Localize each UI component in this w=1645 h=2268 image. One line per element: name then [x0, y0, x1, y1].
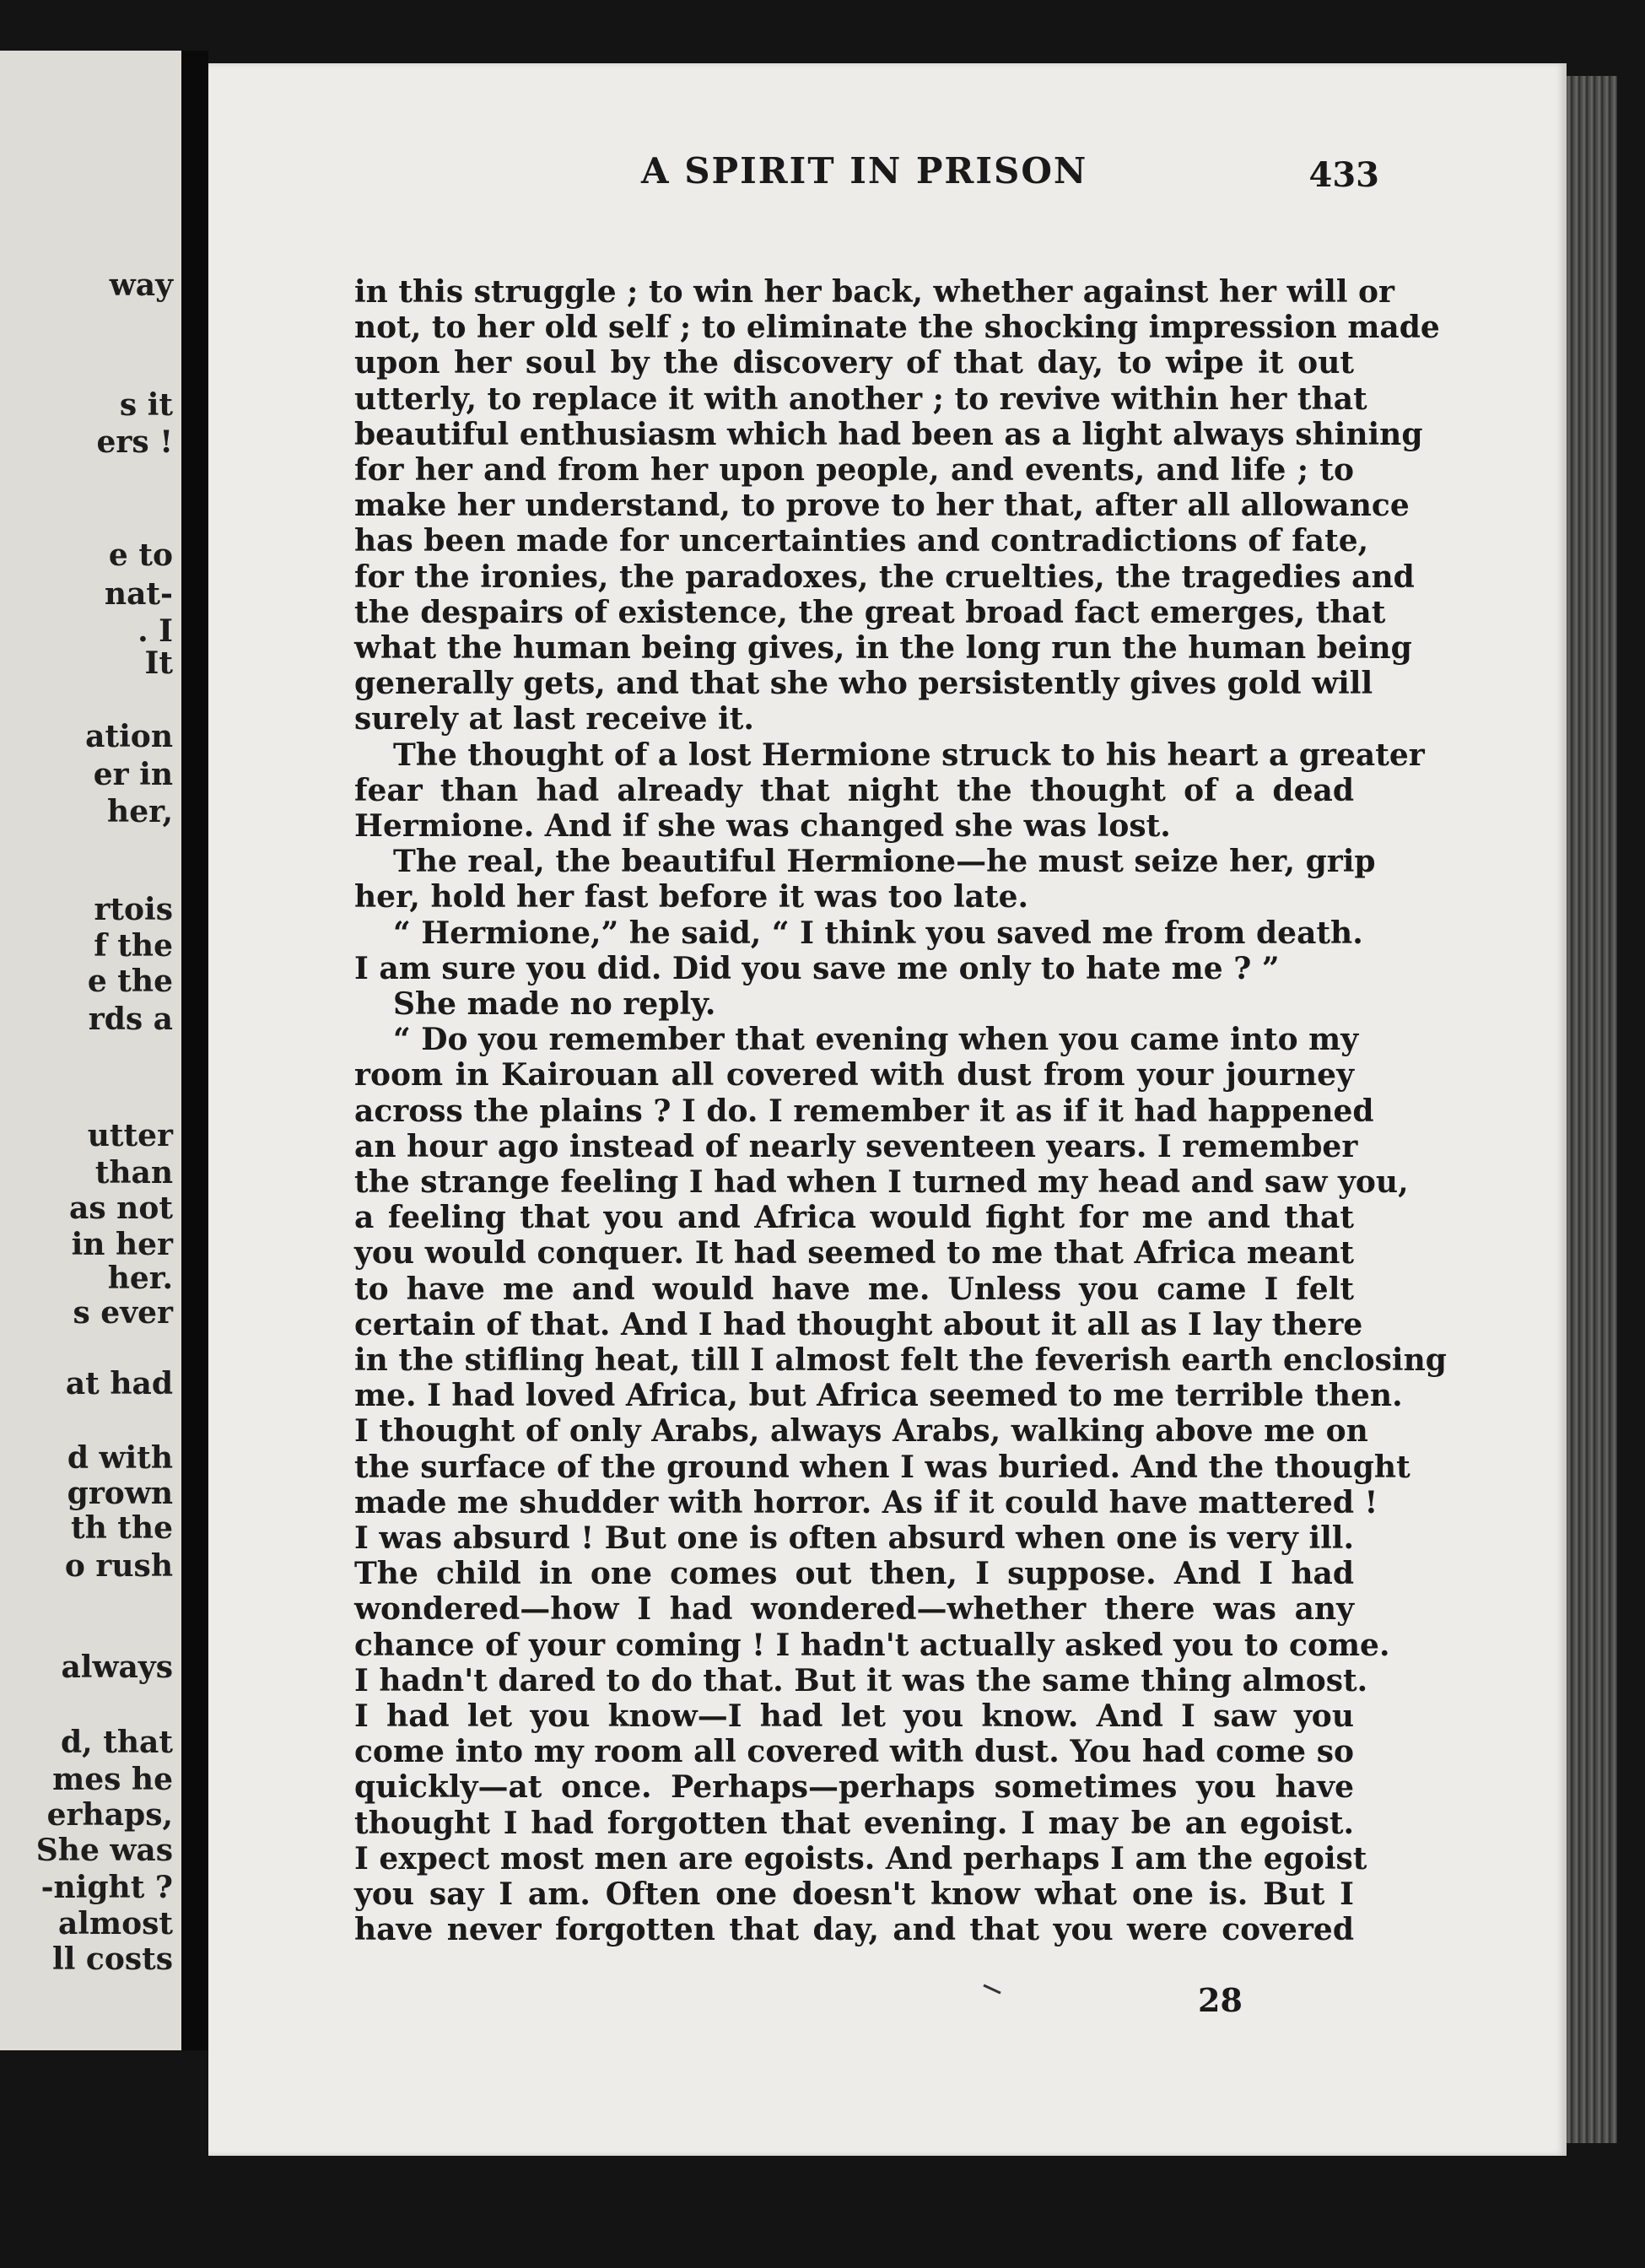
text-line: The thought of a lost Hermione struck to his heart a greater [393, 737, 1425, 773]
left-page-fragment: almost [57, 1906, 173, 1941]
text-line: you say I am. Often one doesn't know what one is. But I [354, 1876, 1354, 1912]
left-page-fragment: as not [69, 1191, 173, 1226]
left-page-fragment: at had [65, 1366, 173, 1401]
text-line: I was absurd ! But one is often absurd when one is very ill. [354, 1520, 1354, 1556]
text-line: generally gets, and that she who persistently gives gold will [354, 666, 1373, 702]
text-line: to have me and would have me. Unless you came I felt [354, 1271, 1354, 1307]
left-page-fragment: She was [35, 1833, 173, 1868]
text-line: fear than had already that night the thought of a dead [354, 772, 1354, 808]
left-page-fragment: th the [70, 1510, 173, 1546]
text-line: in the stifling heat, till I almost felt the feverish earth enclosing [354, 1342, 1447, 1378]
text-line: the despairs of existence, the great broad fact emerges, that [354, 594, 1386, 630]
text-line: beautiful enthusiasm which had been as a light always shining [354, 416, 1423, 452]
text-line: “ Do you remember that evening when you came into my [393, 1022, 1359, 1058]
text-line: I am sure you did. Did you save me only to hate me ? ” [354, 950, 1280, 986]
left-page-fragment: e the [87, 964, 173, 999]
text-line: The real, the beautiful Hermione—he must seize her, grip [393, 844, 1376, 880]
left-page-fragment: way [109, 267, 173, 303]
body-text [354, 274, 1447, 1958]
text-line: Hermione. And if she was changed she was lost. [354, 808, 1171, 844]
left-page-fragment: ll costs [52, 1941, 173, 1977]
text-line: the strange feeling I had when I turned my head and saw you, [354, 1164, 1409, 1200]
text-line: thought I had forgotten that evening. I may be an egoist. [354, 1805, 1354, 1841]
text-line: not, to her old self ; to eliminate the shocking impression made [354, 310, 1440, 346]
left-page-fragment: always [61, 1650, 173, 1685]
left-page-fragment: grown [67, 1476, 173, 1511]
text-line: chance of your coming ! I hadn't actually asked you to come. [354, 1627, 1390, 1663]
text-line: in this struggle ; to win her back, whether against her will or [354, 274, 1395, 310]
text-line: what the human being gives, in the long run the human being [354, 630, 1412, 666]
left-page-fragment: ers ! [96, 424, 173, 460]
left-facing-page [0, 51, 181, 2050]
left-page-fragment: It [144, 645, 173, 681]
text-line: I had let you know—I had let you know. And I saw you [354, 1698, 1354, 1734]
left-page-fragment: her. [107, 1261, 173, 1296]
page-edge [1567, 76, 1617, 2143]
text-line: an hour ago instead of nearly seventeen years. I remember [354, 1128, 1358, 1164]
text-line: certain of that. And I had thought about it all as I lay there [354, 1306, 1363, 1342]
text-line: her, hold her fast before it was too late. [354, 879, 1029, 915]
text-line: me. I had loved Africa, but Africa seemed to me terrible then. [354, 1378, 1403, 1414]
left-page-fragment: rds a [88, 1002, 173, 1037]
text-line: I thought of only Arabs, always Arabs, walking above me on [354, 1413, 1368, 1450]
left-page-fragment: ation [85, 719, 173, 754]
text-line: across the plains ? I do. I remember it as if it had happened [354, 1093, 1374, 1129]
text-line: for the ironies, the paradoxes, the cruelties, the tragedies and [354, 559, 1415, 595]
text-line: a feeling that you and Africa would fight for me and that [354, 1200, 1354, 1236]
text-line: room in Kairouan all covered with dust from your journey [354, 1057, 1354, 1094]
text-line: She made no reply. [393, 986, 716, 1022]
left-page-fragment: than [94, 1155, 173, 1191]
left-page-fragment: mes he [52, 1762, 173, 1797]
text-line: for her and from her upon people, and events, and life ; to [354, 452, 1354, 488]
left-page-fragment: in her [71, 1227, 173, 1262]
left-page-fragment: er in [93, 757, 173, 792]
text-line: The child in one comes out then, I suppose. And I had [354, 1556, 1354, 1592]
text-line: come into my room all covered with dust. You had come so [354, 1734, 1354, 1770]
left-page-fragment: -night ? [40, 1870, 173, 1905]
text-line: I expect most men are egoists. And perhaps I am the egoist [354, 1840, 1367, 1876]
left-page-fragment: e to [108, 537, 173, 573]
signature-mark: 28 [1198, 1981, 1243, 2019]
left-page-fragment: nat- [104, 576, 173, 612]
text-line: quickly—at once. Perhaps—perhaps sometimes you have [354, 1769, 1354, 1806]
book-gutter [181, 51, 208, 2050]
page-number: 433 [1308, 155, 1379, 195]
left-page-fragment: rtois [94, 892, 173, 927]
left-page-fragment: utter [87, 1118, 173, 1153]
text-line: the surface of the ground when I was buried. And the thought [354, 1449, 1410, 1485]
text-line: you would conquer. It had seemed to me that Africa meant [354, 1235, 1354, 1272]
text-line: wondered—how I had wondered—whether there was any [354, 1591, 1354, 1628]
page-header [434, 150, 1379, 201]
text-line: made me shudder with horror. As if it could have mattered ! [354, 1484, 1378, 1520]
left-page-fragment: . I [138, 613, 173, 649]
left-page-fragment: f the [94, 928, 173, 964]
text-line: “ Hermione,” he said, “ I think you saved me from death. [393, 915, 1363, 951]
left-page-fragment: her, [107, 794, 173, 829]
text-line: surely at last receive it. [354, 701, 754, 737]
text-line: upon her soul by the discovery of that day, to wipe it out [354, 345, 1354, 381]
text-line: utterly, to replace it with another ; to revive within her that [354, 381, 1367, 417]
left-page-fragment: erhaps, [46, 1797, 173, 1833]
text-line: have never forgotten that day, and that you were covered [354, 1912, 1354, 1948]
text-line: I hadn't dared to do that. But it was the same thing almost. [354, 1662, 1368, 1698]
running-title: A SPIRIT IN PRISON [641, 150, 1088, 192]
left-page-fragment: d with [67, 1440, 173, 1476]
left-page-fragment: d, that [61, 1725, 173, 1760]
text-line: has been made for uncertainties and contradictions of fate, [354, 523, 1369, 559]
text-line: make her understand, to prove to her that, after all allowance [354, 488, 1410, 524]
left-page-fragment: s ever [73, 1295, 173, 1331]
left-page-fragment: s it [119, 387, 173, 423]
left-page-fragment: o rush [64, 1548, 173, 1584]
